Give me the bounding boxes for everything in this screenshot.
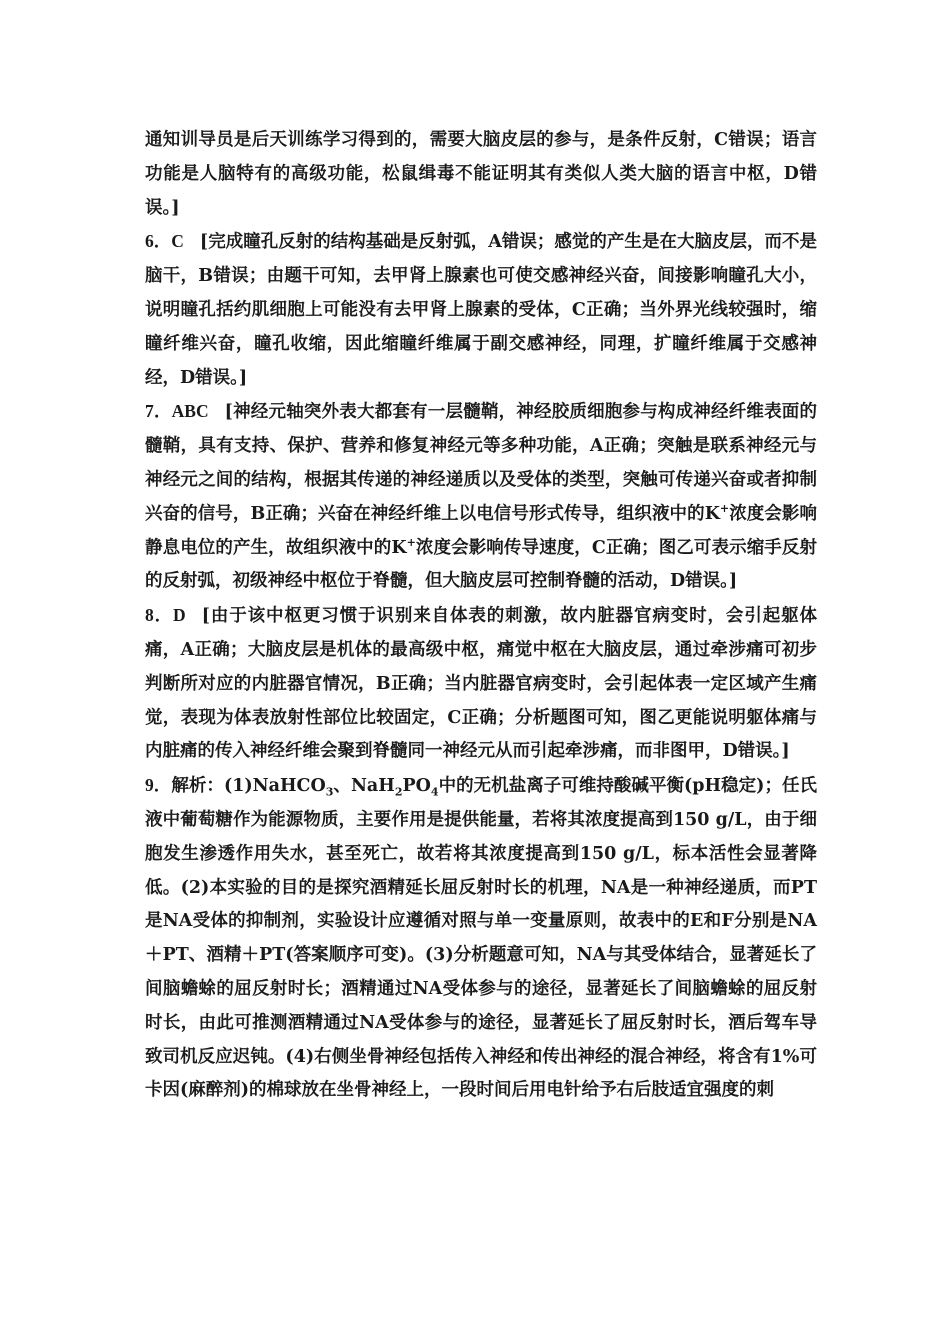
nahco3-subscript: 3	[325, 785, 334, 799]
potassium-charge-1: +	[719, 501, 730, 515]
nah2po4-subscript-o: 4	[430, 785, 439, 799]
item-5-tail-text: 通知训导员是后天训练学习得到的，需要大脑皮层的参与，是条件反射，C错误；语言功能是人脑特有的高级功能，松鼠缉毒不能证明其有类似人类大脑的语言中枢，D错误。]	[145, 130, 817, 218]
item-7-paragraph	[145, 395, 817, 599]
potassium-charge-2: +	[406, 535, 416, 549]
item-6-answer: C	[171, 231, 184, 252]
item-8-explanation: [由于该中枢更习惯于识别来自体表的刺激，故内脏器官病变时，会引起躯体痛，A正确；大脑皮层是机体的最高级中枢，痛觉中枢在大脑皮层，通过牵涉痛可初步判断所对应的内脏器官情况，B正确；当内脏器官病变时，会引起体表一定区域产生痛觉，表现为体表放射性部位比较固定，C正确；分析题图可知，图乙更能说明躯体痛与内脏痛的传入神经纤维会聚到脊髓同一神经元从而引起牵涉痛，而非图甲，D错误。]	[145, 606, 818, 762]
answer-explanations	[145, 124, 817, 1108]
item-8-paragraph	[145, 599, 817, 769]
item-7-number: 7．	[145, 401, 172, 422]
item-8-answer: D	[173, 605, 186, 626]
item-7-explanation-c: 浓度会影响传导速度，C正确；图乙可表示缩手反射的反射弧，初级神经中枢位于脊髓，但大脑皮层可控制脊髓的活动，D错误。]	[145, 537, 817, 592]
item-9-number: 9．	[145, 775, 172, 796]
item-5-tail-paragraph	[145, 124, 817, 225]
item-7-explanation-b: 浓度会影响静息电位的产生，故组织液中的K	[145, 503, 818, 558]
item-6-number: 6．	[145, 231, 172, 252]
item-9-text-1: (1)NaHCO	[223, 776, 326, 797]
item-6-paragraph	[145, 225, 817, 395]
item-9-text-2: 、NaH	[333, 776, 395, 797]
item-9-text-3: PO	[402, 776, 431, 797]
item-6-explanation: [完成瞳孔反射的结构基础是反射弧，A错误；感觉的产生是在大脑皮层，而不是脑干，B错误；由题干可知，去甲肾上腺素也可使交感神经兴奋，间接影响瞳孔大小，说明瞳孔括约肌细胞上可能没有去甲肾上腺素的受体，C正确；当外界光线较强时，缩瞳纤维兴奋，瞳孔收缩，因此缩瞳纤维属于副交感神经，同理，扩瞳纤维属于交感神经，D错误。]	[145, 232, 817, 388]
nah2po4-subscript-h: 2	[394, 785, 403, 799]
item-7-answer: ABC	[171, 401, 209, 422]
item-9-label: 解析：	[171, 776, 224, 797]
item-8-number: 8．	[145, 605, 174, 626]
item-7-explanation-a: [神经元轴突外表大都套有一层髓鞘，神经胶质细胞参与构成神经纤维表面的髓鞘，具有支持、保护、营养和修复神经元等多种功能，A正确；突触是联系神经元与神经元之间的结构，根据其传递的神经递质以及受体的类型，突触可传递兴奋或者抑制兴奋的信号，B正确；兴奋在神经纤维上以电信号形式传导，组织液中的K	[145, 402, 818, 524]
item-9-text-4: 中的无机盐离子可维持酸碱平衡(pH稳定)；任氏液中葡萄糖作为能源物质，主要作用是提供能量，若将其浓度提高到150 g/L，由于细胞发生渗透作用失水，甚至死亡，故若将其浓度提高到150 g/L，标本活性会显著降低。(2)本实验的目的是探究酒精延长屈反射时长的机理，NA是一种神经递质，而PT是NA受体的抑制剂，实验设计应遵循对照与单一变量原则，故表中的E和F分别是NA＋PT、酒精＋PT(答案顺序可变)。(3)分析题意可知，NA与其受体结合，显著延长了间脑蟾蜍的屈反射时长；酒精通过NA受体参与的途径，显著延长了间脑蟾蜍的屈反射时长，由此可推测酒精通过NA受体参与的途径，显著延长了屈反射时长，酒后驾车导致司机反应迟钝。(4)右侧坐骨神经包括传入神经和传出神经的混合神经，将含有1%可卡因(麻醉剂)的棉球放在坐骨神经上，一段时间后用电针给予右后肢适宜强度的刺	[145, 776, 818, 1101]
item-9-paragraph	[145, 769, 817, 1108]
